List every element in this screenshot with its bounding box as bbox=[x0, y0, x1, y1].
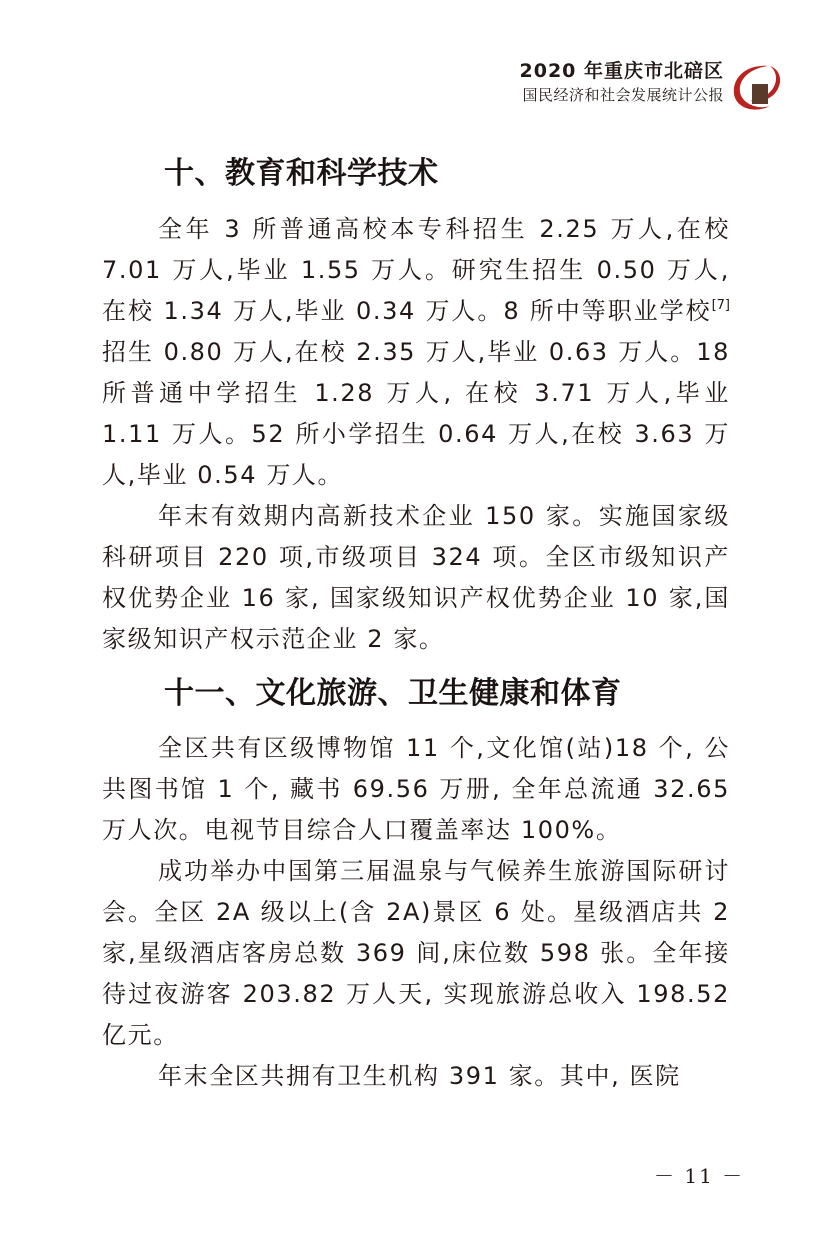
section-heading-education: 十、教育和科学技术 bbox=[164, 156, 439, 191]
page-number: － 11 － bbox=[654, 1164, 745, 1188]
header-subtitle: 国民经济和社会发展统计公报 bbox=[522, 86, 724, 104]
header-title: 2020 年重庆市北碚区 bbox=[519, 60, 724, 82]
paragraph-culture: 全区共有区级博物馆 11 个,文化馆(站)18 个, 公共图书馆 1 个, 藏书 69.56 万册, 全年总流通 32.65 万人次。电视节目综合人口覆盖率达 100%。 bbox=[102, 734, 730, 844]
page-header bbox=[520, 58, 725, 106]
section-heading-culture: 十一、文化旅游、卫生健康和体育 bbox=[164, 676, 622, 711]
paragraph-tourism: 成功举办中国第三届温泉与气候养生旅游国际研讨会。全区 2A 级以上(含 2A)景区 6 处。星级酒店共 2 家,星级酒店客房总数 369 间,床位数 598 张。全年接待过夜游客 203.82 万人天, 实现旅游总收入 198.52 亿元。 bbox=[102, 857, 730, 1049]
logo-bar bbox=[752, 84, 768, 104]
bulletin-logo-icon bbox=[728, 60, 788, 116]
footnote-marker: [7] bbox=[711, 298, 730, 313]
paragraph-high-tech: 年末有效期内高新技术企业 150 家。实施国家级科研项目 220 项,市级项目 324 项。全区市级知识产权优势企业 16 家, 国家级知识产权优势企业 10 家,国家级知识产权示范企业 2 家。 bbox=[102, 502, 730, 653]
paragraph-text: 全年 3 所普通高校本专科招生 2.25 万人,在校 7.01 万人,毕业 1.55 万人。研究生招生 0.50 万人,在校 1.34 万人,毕业 0.34 万人。8 所中等职业学校 bbox=[102, 215, 730, 325]
document-body bbox=[102, 150, 730, 1097]
paragraph-text: 招生 0.80 万人,在校 2.35 万人,毕业 0.63 万人。18 所普通中学招生 1.28 万人, 在校 3.71 万人,毕业 1.11 万人。52 所小学招生 0.64 万人,在校 3.63 万人,毕业 0.54 万人。 bbox=[102, 338, 730, 489]
paragraph-health: 年末全区共拥有卫生机构 391 家。其中, 医院 bbox=[158, 1062, 681, 1090]
paragraph-education-enrollment bbox=[102, 209, 730, 496]
